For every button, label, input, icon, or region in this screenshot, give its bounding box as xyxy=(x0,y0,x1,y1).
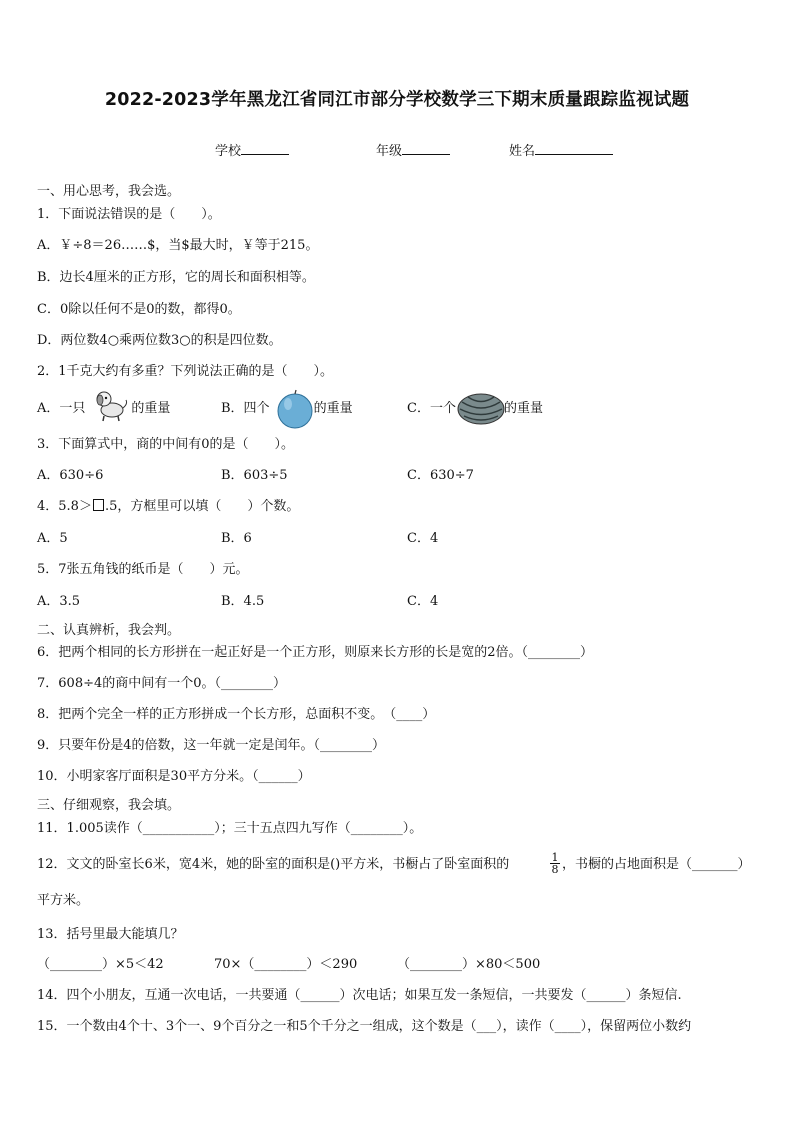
q3-option-c: C．630÷7 xyxy=(407,468,474,483)
q5-stem: 5．7张五角钱的纸币是（ ）元。 xyxy=(37,562,249,577)
q1-option-b: B．边长4厘米的正方形，它的周长和面积相等。 xyxy=(37,270,315,285)
q12-statement-part3: 平方米。 xyxy=(37,893,90,908)
answer-box xyxy=(93,499,104,511)
fraction-numerator: 1 xyxy=(551,851,559,864)
q4-option-a: A．5 xyxy=(37,531,68,546)
q2-stem: 2．1千克大约有多重？下列说法正确的是（ ）。 xyxy=(37,364,334,379)
q2-option-a-prefix: A．一只 xyxy=(37,401,86,416)
school-field xyxy=(215,140,289,159)
q1-option-a: A．￥÷8＝26……$，当$最大时，￥等于215。 xyxy=(37,238,319,253)
q4-stem-suffix: .5，方框里可以填（ ）个数。 xyxy=(104,499,300,514)
grade-label: 年级 xyxy=(376,144,403,159)
q13-statement: 13．括号里最大能填几？ xyxy=(37,927,184,942)
school-label: 学校 xyxy=(215,144,242,159)
apple-icon xyxy=(274,389,316,429)
section-3-heading: 三、仔细观察，我会填。 xyxy=(37,798,181,813)
watermelon-icon xyxy=(456,392,506,426)
q13-item-a: （________）×5＜42 xyxy=(37,957,164,972)
q4-option-c: C．4 xyxy=(407,531,439,546)
q2-option-b-prefix: B．四个 xyxy=(221,401,270,416)
q12-statement-part2: ，书橱的占地面积是（_______） xyxy=(562,857,751,872)
q1-option-d: D．两位数4○乘两位数3○的积是四位数。 xyxy=(37,333,282,348)
q6-statement: 6．把两个相同的长方形拼在一起正好是一个正方形，则原来长方形的长是宽的2倍。（________） xyxy=(37,645,594,660)
q4-stem xyxy=(37,498,299,516)
q9-statement: 9．只要年份是4的倍数，这一年就一定是闰年。（________） xyxy=(37,738,386,753)
grade-blank xyxy=(402,142,450,155)
q2-option-a-suffix: 的重量 xyxy=(131,401,171,416)
grade-field xyxy=(376,140,450,159)
fraction-denominator: 8 xyxy=(551,863,559,876)
q5-option-b: B．4.5 xyxy=(221,594,265,609)
q12-statement-part1: 12．文文的卧室长6米，宽4米，她的卧室的面积是()平方米，书橱占了卧室面积的 xyxy=(37,857,510,872)
q5-option-c: C．4 xyxy=(407,594,439,609)
q5-option-a: A．3.5 xyxy=(37,594,81,609)
q7-statement: 7．608÷4的商中间有一个0。（________） xyxy=(37,676,287,691)
q15-statement: 15．一个数由4个十、3个一、9个百分之一和5个千分之一组成，这个数是（___），读作（____），保留两位小数约 xyxy=(37,1019,692,1034)
school-blank xyxy=(241,142,289,155)
name-label: 姓名 xyxy=(509,144,536,159)
name-blank xyxy=(535,142,613,155)
q3-option-b: B．603÷5 xyxy=(221,468,288,483)
page-title: 2022-2023学年黑龙江省同江市部分学校数学三下期末质量跟踪监视试题 xyxy=(104,90,690,110)
q13-item-c: （________）×80＜500 xyxy=(397,957,541,972)
q10-statement: 10．小明家客厅面积是30平方分米。（______） xyxy=(37,769,311,784)
q1-stem: 1．下面说法错误的是（ ）。 xyxy=(37,207,221,222)
dog-icon xyxy=(90,388,130,422)
section-2-heading: 二、认真辨析，我会判。 xyxy=(37,623,181,638)
q3-stem: 3．下面算式中，商的中间有0的是（ ）。 xyxy=(37,437,295,452)
q1-option-c: C．0除以任何不是0的数，都得0。 xyxy=(37,302,241,317)
fraction-one-eighth xyxy=(550,852,560,875)
q2-option-b-suffix: 的重量 xyxy=(313,401,353,416)
q3-option-a: A．630÷6 xyxy=(37,468,104,483)
q4-option-b: B．6 xyxy=(221,531,252,546)
q13-item-b: 70×（________）＜290 xyxy=(214,957,358,972)
section-1-heading: 一、用心思考，我会选。 xyxy=(37,184,181,199)
q8-statement: 8．把两个完全一样的正方形拼成一个长方形，总面积不变。 （____） xyxy=(37,707,436,722)
q2-option-c-suffix: 的重量 xyxy=(503,401,543,416)
q4-stem-prefix: 4．5.8＞ xyxy=(37,499,92,514)
q2-option-c-prefix: C．一个 xyxy=(407,401,456,416)
q14-statement: 14．四个小朋友，互通一次电话，一共要通（______）次电话；如果互发一条短信，一共要发（______）条短信. xyxy=(37,988,682,1003)
name-field xyxy=(509,140,613,159)
q11-statement: 11．1.005读作（___________）；三十五点四九写作（________）。 xyxy=(37,821,423,836)
